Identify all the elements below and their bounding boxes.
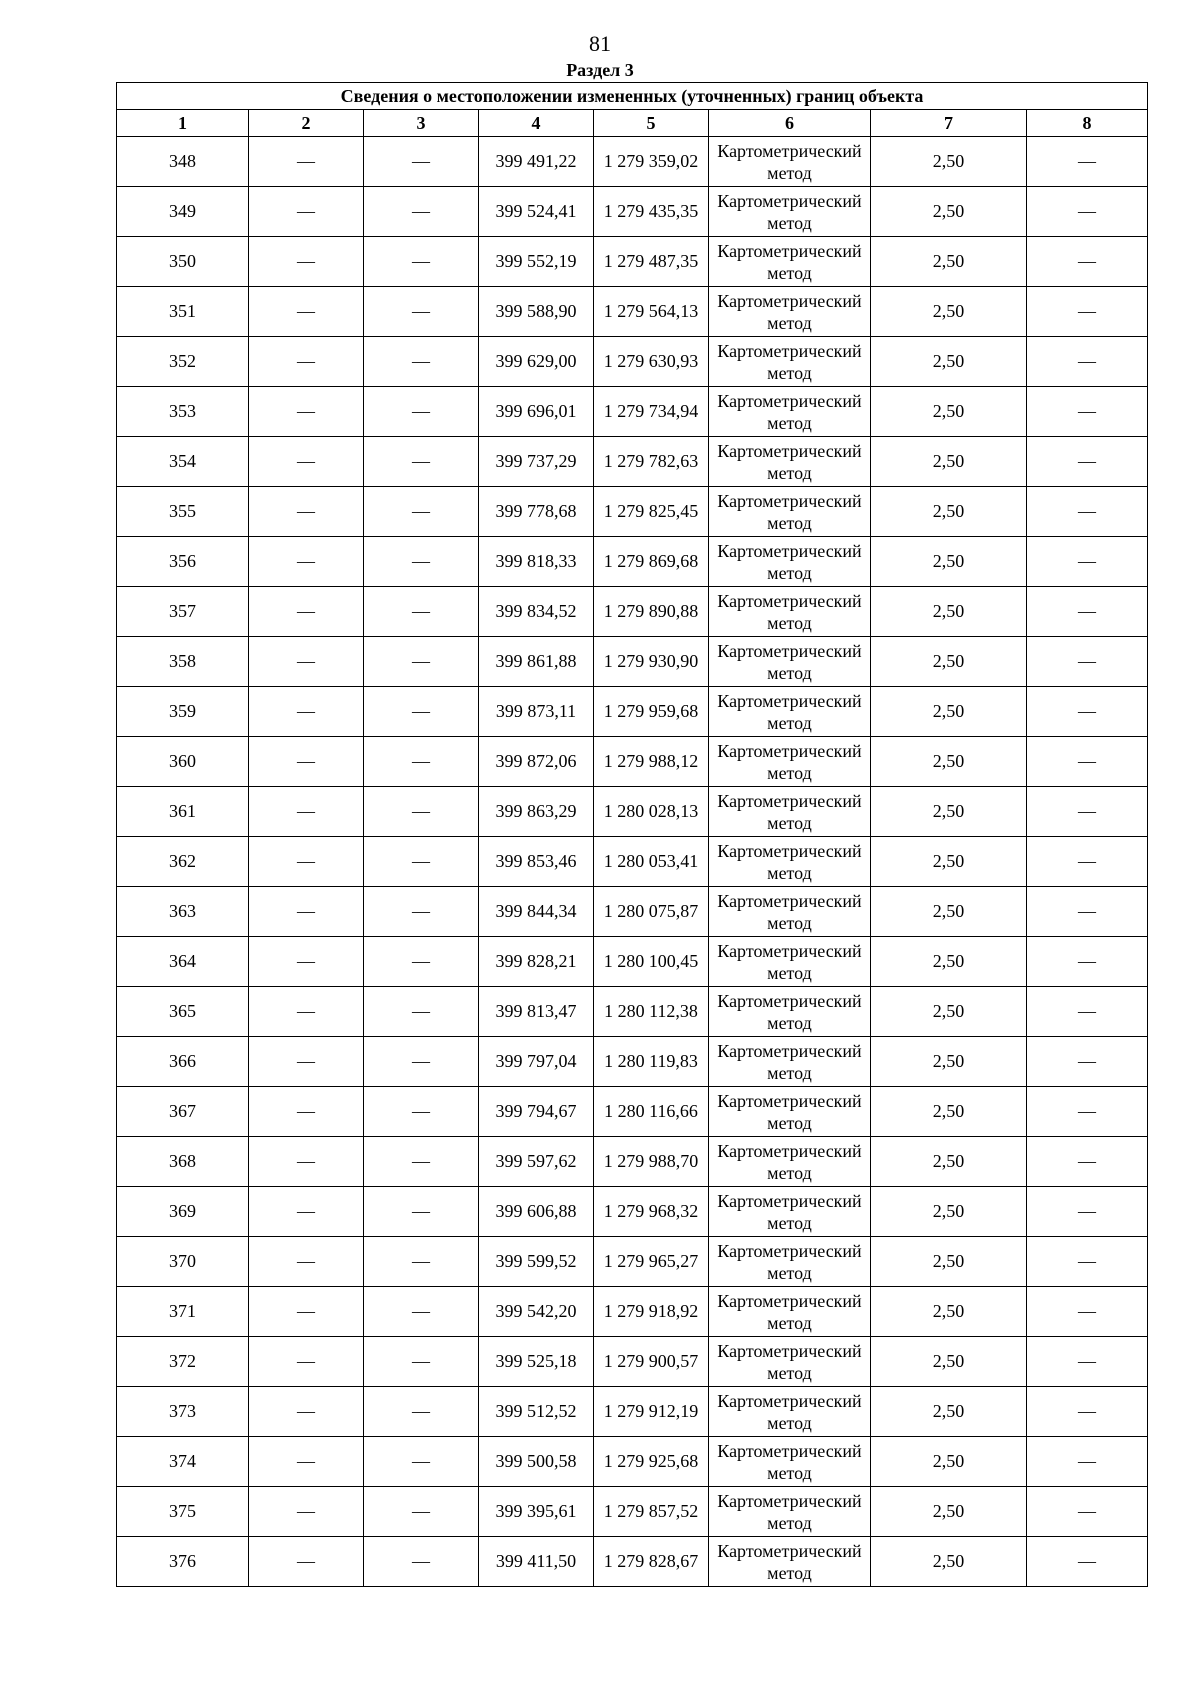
accuracy-cell: 2,50 (871, 137, 1027, 187)
y-coordinate-cell: 1 280 100,45 (594, 937, 709, 987)
column-8-cell: — (1027, 587, 1148, 637)
y-coordinate-cell: 1 280 112,38 (594, 987, 709, 1037)
accuracy-cell: 2,50 (871, 687, 1027, 737)
column-3-cell: — (364, 187, 479, 237)
column-8-cell: — (1027, 1237, 1148, 1287)
column-header: 4 (479, 110, 594, 137)
column-2-cell: — (249, 1287, 364, 1337)
column-2-cell: — (249, 1087, 364, 1137)
y-coordinate-cell: 1 279 857,52 (594, 1487, 709, 1537)
column-3-cell: — (364, 537, 479, 587)
point-number-cell: 351 (117, 287, 249, 337)
column-8-cell: — (1027, 1137, 1148, 1187)
accuracy-cell: 2,50 (871, 737, 1027, 787)
x-coordinate-cell: 399 542,20 (479, 1287, 594, 1337)
x-coordinate-cell: 399 737,29 (479, 437, 594, 487)
column-3-cell: — (364, 287, 479, 337)
method-cell: Картометрический метод (709, 1537, 871, 1587)
y-coordinate-cell: 1 280 053,41 (594, 837, 709, 887)
x-coordinate-cell: 399 512,52 (479, 1387, 594, 1437)
point-number-cell: 367 (117, 1087, 249, 1137)
point-number-cell: 370 (117, 1237, 249, 1287)
column-2-cell: — (249, 487, 364, 537)
method-cell: Картометрический метод (709, 1137, 871, 1187)
method-cell: Картометрический метод (709, 1487, 871, 1537)
table-row (117, 1287, 1148, 1337)
column-3-cell: — (364, 887, 479, 937)
table-row (117, 287, 1148, 337)
method-cell: Картометрический метод (709, 1037, 871, 1087)
table-row (117, 687, 1148, 737)
table-row (117, 787, 1148, 837)
column-8-cell: — (1027, 737, 1148, 787)
point-number-cell: 374 (117, 1437, 249, 1487)
column-8-cell: — (1027, 987, 1148, 1037)
column-2-cell: — (249, 637, 364, 687)
accuracy-cell: 2,50 (871, 987, 1027, 1037)
table-row (117, 387, 1148, 437)
point-number-cell: 375 (117, 1487, 249, 1537)
x-coordinate-cell: 399 813,47 (479, 987, 594, 1037)
table-row (117, 737, 1148, 787)
method-cell: Картометрический метод (709, 787, 871, 837)
table-row (117, 937, 1148, 987)
x-coordinate-cell: 399 828,21 (479, 937, 594, 987)
table-row (117, 537, 1148, 587)
method-cell: Картометрический метод (709, 637, 871, 687)
y-coordinate-cell: 1 279 900,57 (594, 1337, 709, 1387)
column-2-cell: — (249, 237, 364, 287)
table-row (117, 837, 1148, 887)
method-cell: Картометрический метод (709, 137, 871, 187)
column-3-cell: — (364, 837, 479, 887)
method-cell: Картометрический метод (709, 737, 871, 787)
column-3-cell: — (364, 1037, 479, 1087)
column-8-cell: — (1027, 137, 1148, 187)
column-8-cell: — (1027, 1037, 1148, 1087)
table-row (117, 1237, 1148, 1287)
x-coordinate-cell: 399 525,18 (479, 1337, 594, 1387)
point-number-cell: 362 (117, 837, 249, 887)
column-3-cell: — (364, 337, 479, 387)
column-header: 7 (871, 110, 1027, 137)
table-row (117, 1537, 1148, 1587)
column-8-cell: — (1027, 387, 1148, 437)
point-number-cell: 363 (117, 887, 249, 937)
point-number-cell: 348 (117, 137, 249, 187)
column-header: 5 (594, 110, 709, 137)
accuracy-cell: 2,50 (871, 1237, 1027, 1287)
column-3-cell: — (364, 137, 479, 187)
column-header: 2 (249, 110, 364, 137)
y-coordinate-cell: 1 279 890,88 (594, 587, 709, 637)
column-8-cell: — (1027, 787, 1148, 837)
method-cell: Картометрический метод (709, 887, 871, 937)
column-2-cell: — (249, 987, 364, 1037)
method-cell: Картометрический метод (709, 487, 871, 537)
y-coordinate-cell: 1 279 912,19 (594, 1387, 709, 1437)
point-number-cell: 358 (117, 637, 249, 687)
column-3-cell: — (364, 1087, 479, 1137)
x-coordinate-cell: 399 599,52 (479, 1237, 594, 1287)
table-row (117, 187, 1148, 237)
x-coordinate-cell: 399 818,33 (479, 537, 594, 587)
x-coordinate-cell: 399 861,88 (479, 637, 594, 687)
point-number-cell: 359 (117, 687, 249, 737)
column-8-cell: — (1027, 1487, 1148, 1537)
y-coordinate-cell: 1 279 869,68 (594, 537, 709, 587)
point-number-cell: 376 (117, 1537, 249, 1587)
column-3-cell: — (364, 1437, 479, 1487)
table-row (117, 437, 1148, 487)
method-cell: Картометрический метод (709, 287, 871, 337)
x-coordinate-cell: 399 873,11 (479, 687, 594, 737)
column-header: 8 (1027, 110, 1148, 137)
point-number-cell: 360 (117, 737, 249, 787)
column-8-cell: — (1027, 837, 1148, 887)
accuracy-cell: 2,50 (871, 487, 1027, 537)
y-coordinate-cell: 1 280 028,13 (594, 787, 709, 837)
accuracy-cell: 2,50 (871, 537, 1027, 587)
method-cell: Картометрический метод (709, 837, 871, 887)
column-8-cell: — (1027, 437, 1148, 487)
column-2-cell: — (249, 1437, 364, 1487)
x-coordinate-cell: 399 834,52 (479, 587, 594, 637)
accuracy-cell: 2,50 (871, 937, 1027, 987)
column-2-cell: — (249, 787, 364, 837)
y-coordinate-cell: 1 279 435,35 (594, 187, 709, 237)
column-3-cell: — (364, 437, 479, 487)
y-coordinate-cell: 1 279 359,02 (594, 137, 709, 187)
x-coordinate-cell: 399 696,01 (479, 387, 594, 437)
table-row (117, 487, 1148, 537)
x-coordinate-cell: 399 411,50 (479, 1537, 594, 1587)
table-row (117, 987, 1148, 1037)
column-header: 3 (364, 110, 479, 137)
column-3-cell: — (364, 1287, 479, 1337)
x-coordinate-cell: 399 872,06 (479, 737, 594, 787)
y-coordinate-cell: 1 279 930,90 (594, 637, 709, 687)
y-coordinate-cell: 1 279 988,70 (594, 1137, 709, 1187)
y-coordinate-cell: 1 279 918,92 (594, 1287, 709, 1337)
column-2-cell: — (249, 887, 364, 937)
column-3-cell: — (364, 687, 479, 737)
column-8-cell: — (1027, 237, 1148, 287)
column-8-cell: — (1027, 187, 1148, 237)
accuracy-cell: 2,50 (871, 1537, 1027, 1587)
table-row (117, 887, 1148, 937)
column-8-cell: — (1027, 537, 1148, 587)
table-header-row (117, 110, 1148, 137)
column-header: 6 (709, 110, 871, 137)
column-3-cell: — (364, 1187, 479, 1237)
column-2-cell: — (249, 1037, 364, 1087)
method-cell: Картометрический метод (709, 187, 871, 237)
column-8-cell: — (1027, 637, 1148, 687)
x-coordinate-cell: 399 863,29 (479, 787, 594, 837)
method-cell: Картометрический метод (709, 1287, 871, 1337)
accuracy-cell: 2,50 (871, 387, 1027, 437)
column-8-cell: — (1027, 1087, 1148, 1137)
x-coordinate-cell: 399 552,19 (479, 237, 594, 287)
column-3-cell: — (364, 737, 479, 787)
column-3-cell: — (364, 1337, 479, 1387)
column-8-cell: — (1027, 1287, 1148, 1337)
point-number-cell: 361 (117, 787, 249, 837)
method-cell: Картометрический метод (709, 337, 871, 387)
y-coordinate-cell: 1 279 734,94 (594, 387, 709, 437)
x-coordinate-cell: 399 500,58 (479, 1437, 594, 1487)
column-3-cell: — (364, 1137, 479, 1187)
column-8-cell: — (1027, 937, 1148, 987)
method-cell: Картометрический метод (709, 687, 871, 737)
method-cell: Картометрический метод (709, 387, 871, 437)
column-3-cell: — (364, 1537, 479, 1587)
y-coordinate-cell: 1 279 925,68 (594, 1437, 709, 1487)
column-3-cell: — (364, 587, 479, 637)
x-coordinate-cell: 399 597,62 (479, 1137, 594, 1187)
table-caption-row (117, 83, 1148, 110)
accuracy-cell: 2,50 (871, 787, 1027, 837)
column-2-cell: — (249, 387, 364, 437)
column-8-cell: — (1027, 487, 1148, 537)
column-8-cell: — (1027, 1537, 1148, 1587)
table-caption: Сведения о местоположении измененных (уточненных) границ объекта (117, 83, 1148, 110)
x-coordinate-cell: 399 524,41 (479, 187, 594, 237)
table-row (117, 1037, 1148, 1087)
accuracy-cell: 2,50 (871, 1287, 1027, 1337)
y-coordinate-cell: 1 279 828,67 (594, 1537, 709, 1587)
table-row (117, 1087, 1148, 1137)
y-coordinate-cell: 1 279 959,68 (594, 687, 709, 737)
column-2-cell: — (249, 1337, 364, 1387)
accuracy-cell: 2,50 (871, 187, 1027, 237)
column-8-cell: — (1027, 1337, 1148, 1387)
x-coordinate-cell: 399 491,22 (479, 137, 594, 187)
section-title: Раздел 3 (566, 60, 634, 80)
accuracy-cell: 2,50 (871, 1087, 1027, 1137)
point-number-cell: 355 (117, 487, 249, 537)
column-8-cell: — (1027, 687, 1148, 737)
y-coordinate-cell: 1 279 564,13 (594, 287, 709, 337)
column-8-cell: — (1027, 887, 1148, 937)
y-coordinate-cell: 1 279 988,12 (594, 737, 709, 787)
column-2-cell: — (249, 1487, 364, 1537)
point-number-cell: 368 (117, 1137, 249, 1187)
y-coordinate-cell: 1 279 782,63 (594, 437, 709, 487)
column-2-cell: — (249, 687, 364, 737)
method-cell: Картометрический метод (709, 1387, 871, 1437)
column-2-cell: — (249, 587, 364, 637)
column-2-cell: — (249, 1237, 364, 1287)
accuracy-cell: 2,50 (871, 587, 1027, 637)
column-3-cell: — (364, 237, 479, 287)
table-row (117, 1387, 1148, 1437)
x-coordinate-cell: 399 844,34 (479, 887, 594, 937)
x-coordinate-cell: 399 588,90 (479, 287, 594, 337)
accuracy-cell: 2,50 (871, 1037, 1027, 1087)
column-8-cell: — (1027, 1387, 1148, 1437)
method-cell: Картометрический метод (709, 1337, 871, 1387)
column-3-cell: — (364, 787, 479, 837)
x-coordinate-cell: 399 794,67 (479, 1087, 594, 1137)
column-2-cell: — (249, 1537, 364, 1587)
table-row (117, 337, 1148, 387)
accuracy-cell: 2,50 (871, 1137, 1027, 1187)
column-3-cell: — (364, 1387, 479, 1437)
table-row (117, 237, 1148, 287)
method-cell: Картометрический метод (709, 1437, 871, 1487)
accuracy-cell: 2,50 (871, 1487, 1027, 1537)
point-number-cell: 371 (117, 1287, 249, 1337)
table-body (117, 137, 1148, 1587)
method-cell: Картометрический метод (709, 1187, 871, 1237)
point-number-cell: 352 (117, 337, 249, 387)
point-number-cell: 364 (117, 937, 249, 987)
method-cell: Картометрический метод (709, 537, 871, 587)
column-2-cell: — (249, 337, 364, 387)
table-row (117, 1337, 1148, 1387)
column-2-cell: — (249, 1137, 364, 1187)
x-coordinate-cell: 399 853,46 (479, 837, 594, 887)
x-coordinate-cell: 399 797,04 (479, 1037, 594, 1087)
column-3-cell: — (364, 1487, 479, 1537)
column-2-cell: — (249, 1187, 364, 1237)
column-2-cell: — (249, 737, 364, 787)
column-8-cell: — (1027, 287, 1148, 337)
method-cell: Картометрический метод (709, 437, 871, 487)
column-2-cell: — (249, 437, 364, 487)
method-cell: Картометрический метод (709, 587, 871, 637)
column-3-cell: — (364, 937, 479, 987)
column-2-cell: — (249, 137, 364, 187)
point-number-cell: 356 (117, 537, 249, 587)
method-cell: Картометрический метод (709, 1087, 871, 1137)
point-number-cell: 365 (117, 987, 249, 1037)
column-3-cell: — (364, 387, 479, 437)
point-number-cell: 350 (117, 237, 249, 287)
accuracy-cell: 2,50 (871, 837, 1027, 887)
table-row (117, 587, 1148, 637)
method-cell: Картометрический метод (709, 937, 871, 987)
point-number-cell: 357 (117, 587, 249, 637)
point-number-cell: 353 (117, 387, 249, 437)
accuracy-cell: 2,50 (871, 437, 1027, 487)
column-2-cell: — (249, 937, 364, 987)
column-2-cell: — (249, 187, 364, 237)
x-coordinate-cell: 399 395,61 (479, 1487, 594, 1537)
method-cell: Картометрический метод (709, 237, 871, 287)
y-coordinate-cell: 1 280 119,83 (594, 1037, 709, 1087)
column-3-cell: — (364, 987, 479, 1037)
table-row (117, 637, 1148, 687)
x-coordinate-cell: 399 606,88 (479, 1187, 594, 1237)
column-header: 1 (117, 110, 249, 137)
y-coordinate-cell: 1 279 968,32 (594, 1187, 709, 1237)
y-coordinate-cell: 1 279 630,93 (594, 337, 709, 387)
accuracy-cell: 2,50 (871, 1337, 1027, 1387)
point-number-cell: 372 (117, 1337, 249, 1387)
accuracy-cell: 2,50 (871, 637, 1027, 687)
accuracy-cell: 2,50 (871, 237, 1027, 287)
table-row (117, 1487, 1148, 1537)
accuracy-cell: 2,50 (871, 887, 1027, 937)
table-row (117, 1187, 1148, 1237)
column-2-cell: — (249, 537, 364, 587)
y-coordinate-cell: 1 279 825,45 (594, 487, 709, 537)
point-number-cell: 373 (117, 1387, 249, 1437)
accuracy-cell: 2,50 (871, 287, 1027, 337)
accuracy-cell: 2,50 (871, 1187, 1027, 1237)
point-number-cell: 366 (117, 1037, 249, 1087)
table-row (117, 137, 1148, 187)
column-8-cell: — (1027, 1437, 1148, 1487)
x-coordinate-cell: 399 629,00 (479, 337, 594, 387)
column-3-cell: — (364, 637, 479, 687)
accuracy-cell: 2,50 (871, 1437, 1027, 1487)
y-coordinate-cell: 1 280 116,66 (594, 1087, 709, 1137)
y-coordinate-cell: 1 279 965,27 (594, 1237, 709, 1287)
coordinates-table (116, 82, 1148, 1587)
method-cell: Картометрический метод (709, 1237, 871, 1287)
accuracy-cell: 2,50 (871, 337, 1027, 387)
table-row (117, 1137, 1148, 1187)
point-number-cell: 369 (117, 1187, 249, 1237)
point-number-cell: 354 (117, 437, 249, 487)
y-coordinate-cell: 1 280 075,87 (594, 887, 709, 937)
column-8-cell: — (1027, 337, 1148, 387)
column-3-cell: — (364, 487, 479, 537)
column-2-cell: — (249, 837, 364, 887)
x-coordinate-cell: 399 778,68 (479, 487, 594, 537)
column-2-cell: — (249, 1387, 364, 1437)
accuracy-cell: 2,50 (871, 1387, 1027, 1437)
column-2-cell: — (249, 287, 364, 337)
column-3-cell: — (364, 1237, 479, 1287)
column-8-cell: — (1027, 1187, 1148, 1237)
page-number: 81 (589, 31, 611, 56)
y-coordinate-cell: 1 279 487,35 (594, 237, 709, 287)
table-row (117, 1437, 1148, 1487)
method-cell: Картометрический метод (709, 987, 871, 1037)
point-number-cell: 349 (117, 187, 249, 237)
